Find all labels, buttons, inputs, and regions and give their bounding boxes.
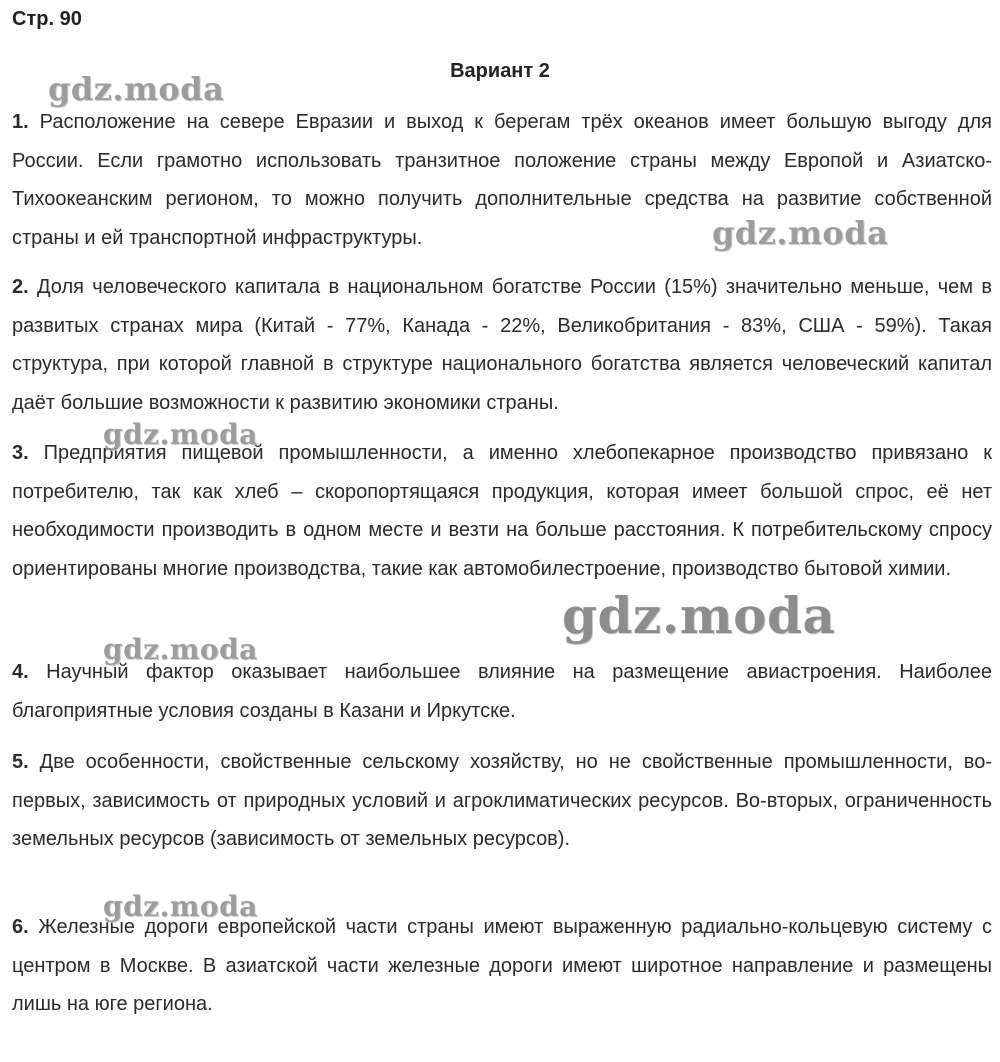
variant-heading: Вариант 2: [450, 60, 550, 82]
answer-text: Предприятия пищевой промышленности, а именно хлебопекарное производство привязано к потребителю, так как хлеб – скоропортящаяся продукция, которая имеет большой спрос, её нет необходимости производить в одном месте и везти на больше расстояния. К потребительскому спросу ориентированы многие производства, такие как автомобилестроение, производство бытовой химии.: [12, 442, 992, 580]
watermark: gdz.moda: [48, 70, 225, 108]
answer-number: 6.: [12, 916, 29, 938]
answer-6: [12, 908, 992, 1024]
watermark: gdz.moda: [712, 214, 889, 252]
answer-text: Железные дороги европейской части страны имеют выраженную радиально-кольцевую систему с центром в Москве. В азиатской части железные дороги имеют широтное направление и размещены лишь на юге региона.: [12, 916, 992, 1015]
watermark: gdz.moda: [562, 586, 836, 645]
answer-number: 5.: [12, 751, 29, 773]
watermark: gdz.moda: [103, 633, 258, 666]
answer-number: 3.: [12, 442, 29, 464]
answer-number: 2.: [12, 276, 29, 298]
answer-number: 4.: [12, 661, 29, 683]
answer-text: Расположение на севере Евразии и выход к берегам трёх океанов имеет большую выгоду для России. Если грамотно использовать транзитное положение страны между Европой и Азиатско-Тихоокеанским регионом, то можно получить дополнительные средства на развитие собственной страны и ей транспортной инфраструктуры.: [12, 111, 992, 249]
answer-3: [12, 434, 992, 588]
answer-text: Доля человеческого капитала в национальном богатстве России (15%) значительно меньше, чем в развитых странах мира (Китай - 77%, Канада - 22%, Великобритания - 83%, США - 59%). Такая структура, при которой главной в структуре национального богатства является человеческий капитал даёт большие возможности к развитию экономики страны.: [12, 276, 992, 414]
page-number: Стр. 90: [12, 8, 82, 30]
answer-5: [12, 743, 992, 859]
answer-2: [12, 268, 992, 422]
answer-text: Научный фактор оказывает наибольшее влияние на размещение авиастроения. Наиболее благоприятные условия созданы в Казани и Иркутске.: [12, 661, 992, 722]
answer-number: 1.: [12, 111, 29, 133]
watermark: gdz.moda: [103, 890, 258, 923]
watermark: gdz.moda: [103, 418, 258, 451]
answer-text: Две особенности, свойственные сельскому хозяйству, но не свойственные промышленности, во-первых, зависимость от природных условий и агроклиматических ресурсов. Во-вторых, ограниченность земельных ресурсов (зависимость от земельных ресурсов).: [12, 751, 992, 850]
